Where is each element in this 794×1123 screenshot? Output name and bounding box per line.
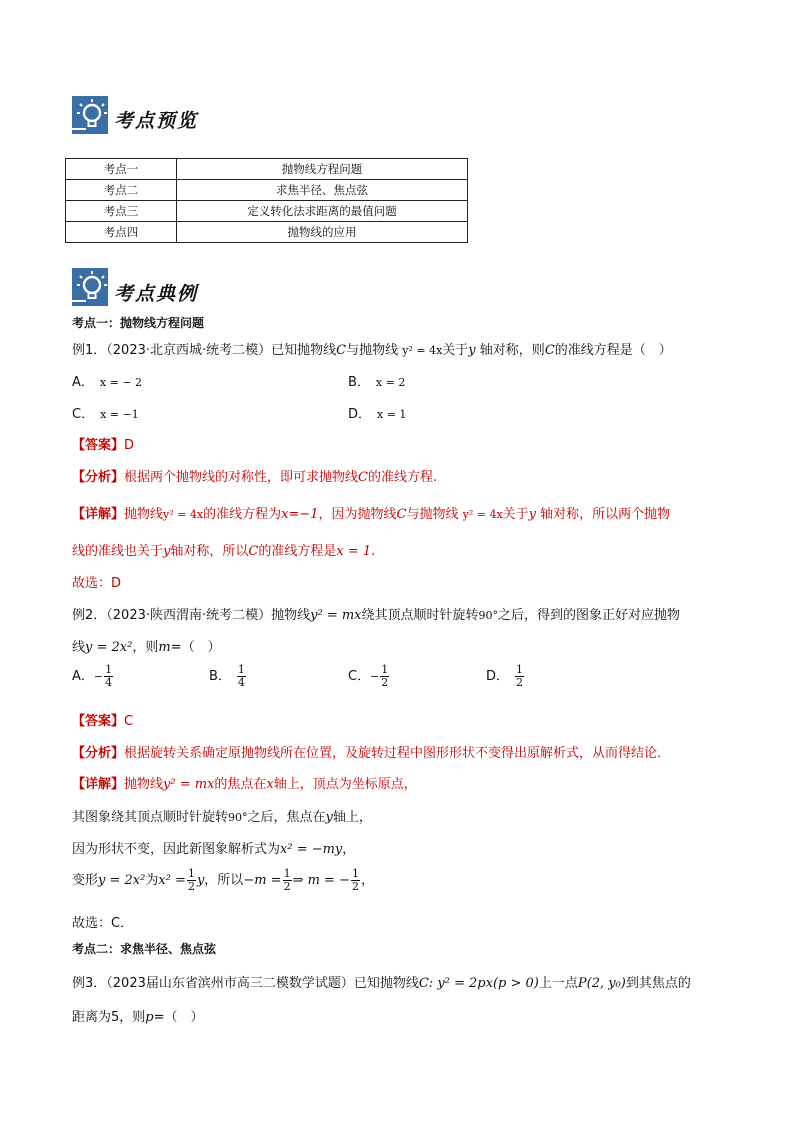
- math-y: y: [196, 873, 205, 888]
- fraction: [283, 868, 292, 893]
- fraction-denominator: 4: [105, 676, 113, 689]
- option-d: [486, 664, 525, 689]
- detail-text: ，所以: [204, 873, 244, 888]
- fraction: [515, 664, 524, 689]
- fraction-numerator: 1: [516, 663, 524, 676]
- option-label: A．: [72, 375, 94, 390]
- fraction-denominator: 2: [381, 676, 389, 689]
- detail-text: 抛物线: [124, 507, 164, 522]
- detail-text: 的准线方程为: [203, 507, 282, 522]
- analysis-line: [72, 742, 670, 761]
- fraction-denominator: 2: [516, 676, 524, 689]
- table-cell-value: 定义转化法求距离的最值问题: [177, 201, 468, 222]
- math-C: C: [358, 470, 368, 485]
- topic-heading: 考点一：抛物线方程问题: [72, 316, 205, 330]
- stem-text: 之后，得到的图象正好对应抛物: [498, 608, 681, 623]
- option-b: [209, 664, 247, 689]
- stem-text: 线: [72, 640, 86, 655]
- stem-text: 到其焦点的: [625, 976, 691, 991]
- detail-text: 抛物线: [124, 777, 164, 792]
- fraction: [351, 868, 360, 893]
- choose-line: 故选：D: [72, 576, 122, 591]
- table-cell-value: 抛物线方程问题: [177, 159, 468, 180]
- math-point: P(2, y₀): [577, 976, 626, 991]
- section-heading-preview: 考点预览: [114, 110, 199, 132]
- stem-text: =（ ）: [170, 640, 221, 655]
- math-equation: y = 2x²: [85, 640, 133, 655]
- fraction-numerator: 1: [105, 663, 113, 676]
- analysis-text: 根据两个抛物线的对称性，即可求抛物线: [124, 470, 359, 485]
- math-y: y: [468, 343, 476, 358]
- option-d: [348, 403, 406, 422]
- option-sign: −: [93, 670, 104, 683]
- fraction: [187, 868, 196, 893]
- detail-text: 轴上，顶点为坐标原点，: [273, 777, 417, 792]
- option-c: [72, 403, 139, 422]
- math-C: C: [248, 544, 259, 559]
- table-row: [66, 159, 468, 180]
- detail-tag: 【详解】: [72, 507, 125, 522]
- detail-text: 之后，焦点在: [247, 810, 326, 825]
- question-stem: [72, 604, 680, 623]
- detail-line-1: [72, 773, 417, 792]
- stem-text: 轴对称，则: [479, 343, 545, 358]
- math-equation: x² =: [158, 873, 186, 888]
- math-y: y: [325, 810, 333, 825]
- detail-text: ，因为抛物线: [318, 507, 397, 522]
- math-equation: y² = mx: [310, 608, 362, 623]
- math-C: C: [544, 343, 555, 358]
- stem-text: 与抛物线: [346, 343, 399, 358]
- analysis-tag: 【分析】: [72, 746, 125, 761]
- math-equation: C: y² = 2px(p > 0): [418, 976, 539, 991]
- option-a: [72, 664, 114, 689]
- stem-text: 关于: [442, 343, 469, 358]
- stem-text: 绕其顶点顺时针旋转: [361, 608, 479, 623]
- detail-text: 因为形状不变，因此新图象解析式为: [72, 842, 281, 857]
- table-cell-value: 抛物线的应用: [177, 222, 468, 243]
- math-x: x: [266, 777, 274, 792]
- question-stem-line-2: [72, 1006, 204, 1025]
- detail-line-4: [72, 868, 374, 893]
- option-label: D．: [486, 669, 510, 684]
- fraction-denominator: 2: [283, 880, 291, 893]
- fraction: [237, 664, 246, 689]
- option-label: C．: [72, 407, 95, 422]
- stem-text: ，则: [132, 640, 159, 655]
- detail-line-3: [72, 838, 355, 857]
- fraction-numerator: 1: [351, 867, 359, 880]
- fraction-denominator: 2: [351, 880, 359, 893]
- math-equation: −m =: [243, 873, 282, 888]
- math-equation: x = 1: [336, 544, 372, 559]
- lightbulb-icon: [72, 96, 108, 134]
- option-value: x = − 2: [99, 376, 143, 389]
- section-heading-examples: 考点典例: [114, 283, 199, 305]
- detail-text: 线的准线也关于: [72, 544, 164, 559]
- table-cell-key: 考点一: [66, 159, 177, 180]
- math-equation: y = 2x²: [98, 873, 146, 888]
- math-equation: y² = 4x: [163, 508, 204, 521]
- fraction-denominator: 2: [187, 880, 195, 893]
- analysis-text: 根据旋转关系确定原抛物线所在位置，及旋转过程中图形形状不变得出原解析式，从而得结论．: [124, 746, 671, 761]
- math-equation: y² = mx: [163, 777, 215, 792]
- math-degree: 90°: [478, 609, 499, 622]
- answer-line: [72, 710, 133, 729]
- option-label: C．: [348, 669, 371, 684]
- stem-text: 距离为5，则: [72, 1010, 146, 1025]
- detail-text: 与抛物线: [406, 507, 459, 522]
- option-b: [348, 371, 405, 390]
- answer-line: [72, 434, 134, 453]
- detail-text: ，: [360, 873, 374, 888]
- stem-text: 例1．（2023·北京西城·统考二模）已知抛物线: [72, 343, 337, 358]
- choose-line: 故选：C．: [72, 916, 134, 931]
- detail-text: .: [371, 544, 376, 559]
- detail-text: 为: [145, 873, 159, 888]
- table-cell-key: 考点三: [66, 201, 177, 222]
- math-y: y: [163, 544, 171, 559]
- question-stem-line-2: [72, 636, 221, 655]
- fraction-numerator: 1: [283, 867, 291, 880]
- table-cell-key: 考点二: [66, 180, 177, 201]
- math-C: C: [396, 507, 407, 522]
- option-label: B．: [209, 669, 231, 684]
- math-equation: y² = 4x: [402, 344, 443, 357]
- option-c: [348, 664, 390, 689]
- stem-text: 例2．（2023·陕西渭南·统考二模）抛物线: [72, 608, 311, 623]
- fraction-denominator: 4: [237, 676, 245, 689]
- detail-text: 轴上，: [332, 810, 372, 825]
- topic-overview-table: [65, 158, 468, 243]
- stem-text: 上一点: [538, 976, 578, 991]
- fraction-numerator: 1: [237, 663, 245, 676]
- option-value: x = 2: [375, 376, 406, 389]
- math-equation: x² = −my: [280, 842, 343, 857]
- stem-text: 例3．（2023届山东省滨州市高三二模数学试题）已知抛物线: [72, 976, 419, 991]
- question-stem: [72, 339, 672, 358]
- detail-text: 变形: [72, 873, 99, 888]
- detail-text: 轴对称，所以: [170, 544, 249, 559]
- lightbulb-icon: [72, 268, 108, 306]
- math-m: m: [158, 640, 171, 655]
- question-stem: [72, 972, 691, 991]
- math-implication: ⇒ m = −: [292, 873, 350, 888]
- option-label: A．: [72, 669, 94, 684]
- math-equation: x=−1: [281, 507, 319, 522]
- fraction-numerator: 1: [381, 663, 389, 676]
- fraction: [104, 664, 113, 689]
- detail-text: 的准线方程是: [258, 544, 337, 559]
- option-label: D．: [348, 407, 372, 422]
- detail-text: 的焦点在: [214, 777, 267, 792]
- math-equation: y² = 4x: [462, 508, 503, 521]
- detail-line-2: [72, 540, 375, 559]
- option-a: [72, 371, 142, 390]
- table-cell-key: 考点四: [66, 222, 177, 243]
- math-y: y: [528, 507, 537, 522]
- table-row: [66, 222, 468, 243]
- detail-text: 关于: [502, 507, 529, 522]
- option-sign: −: [370, 670, 380, 683]
- detail-line-1: [72, 503, 670, 522]
- table-cell-value: 求焦半径、焦点弦: [177, 180, 468, 201]
- fraction: [380, 664, 389, 689]
- analysis-text: 的准线方程.: [367, 470, 438, 485]
- table-row: [66, 180, 468, 201]
- analysis-tag: 【分析】: [72, 470, 125, 485]
- answer-value: C: [124, 714, 134, 729]
- stem-text: =（ ）: [153, 1010, 204, 1025]
- option-label: B．: [348, 375, 370, 390]
- math-C: C: [336, 343, 347, 358]
- table-row: [66, 201, 468, 222]
- answer-tag: 【答案】: [72, 714, 125, 729]
- option-value: x = 1: [377, 408, 407, 421]
- math-degree: 90°: [228, 811, 248, 824]
- option-value: x = −1: [100, 408, 139, 421]
- detail-text: 其图象绕其顶点顺时针旋转: [72, 810, 229, 825]
- math-p: p: [145, 1010, 154, 1025]
- detail-tag: 【详解】: [72, 777, 125, 792]
- detail-line-2: [72, 806, 372, 825]
- stem-text: 的准线方程是（ ）: [554, 343, 672, 358]
- detail-text: 轴对称，所以两个抛物: [540, 507, 671, 522]
- analysis-line: [72, 466, 437, 485]
- answer-tag: 【答案】: [72, 438, 125, 453]
- fraction-numerator: 1: [187, 867, 195, 880]
- topic-heading: 考点二：求焦半径、焦点弦: [72, 942, 217, 956]
- detail-text: ，: [342, 842, 356, 857]
- answer-value: D: [124, 438, 135, 453]
